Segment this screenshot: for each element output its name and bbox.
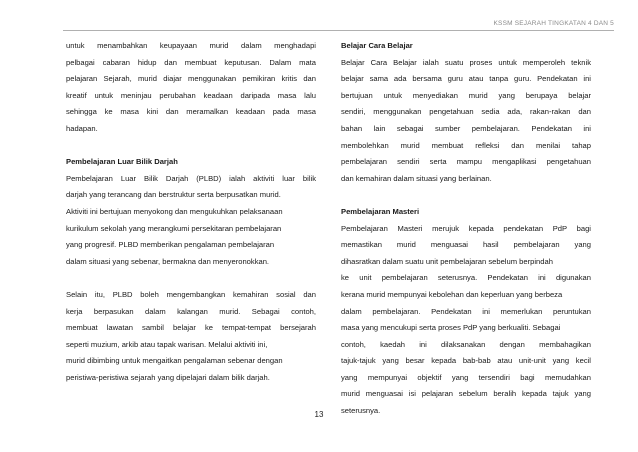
page-number: 13: [314, 410, 324, 419]
text-line: membolehkan murid membuat refleksi dan menilai tahap: [341, 140, 591, 150]
text-line: masa yang mencukupi serta proses PdP yang berkualiti. Sebagai: [341, 323, 561, 333]
text-line: Pembelajaran Luar Bilik Darjah (PLBD) ialah aktiviti luar bilik: [66, 173, 316, 183]
text-line: dan kemahiran dalam situasi yang berlainan.: [341, 173, 492, 183]
right-column: [341, 38, 591, 420]
header-divider: [63, 30, 614, 31]
text-line: membuat lawatan sambil belajar ke tempat-tempat bersejarah: [66, 323, 316, 333]
text-line: murid dibimbing untuk mengaitkan pengalaman sebenar dengan: [66, 356, 283, 366]
text-line: seterusnya.: [341, 406, 381, 416]
paragraph-pembelajaran-masteri: [341, 221, 591, 420]
text-line: Selain itu, PLBD boleh mengembangkan kemahiran sosial dan: [66, 289, 316, 299]
text-line: yang progresif. PLBD memberikan pengalaman pembelajaran: [66, 240, 275, 250]
text-line: darjah yang terancang dan berstruktur serta berpusatkan murid.: [66, 190, 281, 200]
text-line: peristiwa-peristiwa sejarah yang dipelajari dalam bilik darjah.: [66, 372, 270, 382]
text-line: kurikulum sekolah yang merangkumi persekitaran pembelajaran: [66, 223, 282, 233]
heading-belajar-cara-belajar: Belajar Cara Belajar: [341, 41, 413, 50]
left-column: [66, 38, 316, 386]
text-line: kerana murid mempunyai kebolehan dan keperluan yang berbeza: [341, 289, 563, 299]
text-line: pelajaran Sejarah, murid diajar menggunakan pemikiran kritis dan: [66, 74, 316, 84]
text-line: pelbagai cabaran hidup dan membuat keputusan. Dalam mata: [66, 57, 316, 67]
text-line: murid menguasai isi pelajaran sebelum beralih kepada tajuk yang: [341, 389, 591, 399]
paragraph-plbd: [66, 171, 316, 271]
text-line: bahan lain sebagai sumber pembelajaran. Pendekatan ini: [341, 123, 591, 133]
text-line: bertujuan untuk menyediakan murid yang berupaya belajar: [341, 90, 591, 100]
paragraph-intro: [66, 38, 316, 138]
text-line: yang mempunyai objektif yang tersendiri bagi memudahkan: [341, 372, 591, 382]
heading-pembelajaran-masteri: Pembelajaran Masteri: [341, 206, 420, 216]
text-line: dalam situasi yang sebenar, bermakna dan menyeronokkan.: [66, 256, 270, 266]
text-line: hadapan.: [66, 123, 98, 133]
text-line: ke unit pembelajaran seterusnya. Pendekatan ini digunakan: [341, 273, 591, 283]
paragraph-plbd-continued: [66, 287, 316, 387]
text-line: memastikan murid menguasai hasil pembelajaran yang: [341, 240, 591, 250]
text-line: untuk menambahkan keupayaan murid dalam menghadapi: [66, 41, 316, 50]
text-line: belajar sama ada bersama guru atau tanpa guru. Pendekatan ini: [341, 74, 591, 84]
running-header: KSSM SEJARAH TINGKATAN 4 DAN 5: [493, 20, 614, 27]
text-line: pembelajaran sendiri serta mampu mengaplikasi pengetahuan: [341, 157, 591, 167]
text-line: Pembelajaran Masteri merujuk kepada pendekatan PdP bagi: [341, 223, 591, 233]
heading-plbd: Pembelajaran Luar Bilik Darjah: [66, 157, 178, 167]
text-line: sendiri, menggunakan pengetahuan sedia ada, rakan-rakan dan: [341, 107, 591, 117]
text-line: dihasratkan dalam suatu unit pembelajaran sebelum berpindah: [341, 256, 553, 266]
text-line: dalam pembelajaran. Pendekatan ini memerlukan peruntukan: [341, 306, 591, 316]
text-line: seperti muzium, arkib atau tapak warisan. Melalui aktiviti ini,: [66, 339, 268, 349]
text-line: tajuk-tajuk yang besar kepada bab-bab atau unit-unit yang kecil: [341, 356, 591, 366]
text-line: sehingga ke masa kini dan meramalkan keadaan pada masa: [66, 107, 316, 117]
text-line: contoh, kaedah ini dilaksanakan dengan membahagikan: [341, 339, 591, 349]
text-line: kerja berpasukan dalam kalangan murid. Sebagai contoh,: [66, 306, 316, 316]
text-line: Belajar Cara Belajar ialah suatu proses untuk memperoleh teknik: [341, 57, 591, 67]
paragraph-belajar-cara-belajar: [341, 55, 591, 188]
text-line: Aktiviti ini bertujuan menyokong dan mengukuhkan pelaksanaan: [66, 206, 283, 216]
text-line: kreatif untuk meninjau perubahan keadaan daripada masa lalu: [66, 90, 316, 100]
